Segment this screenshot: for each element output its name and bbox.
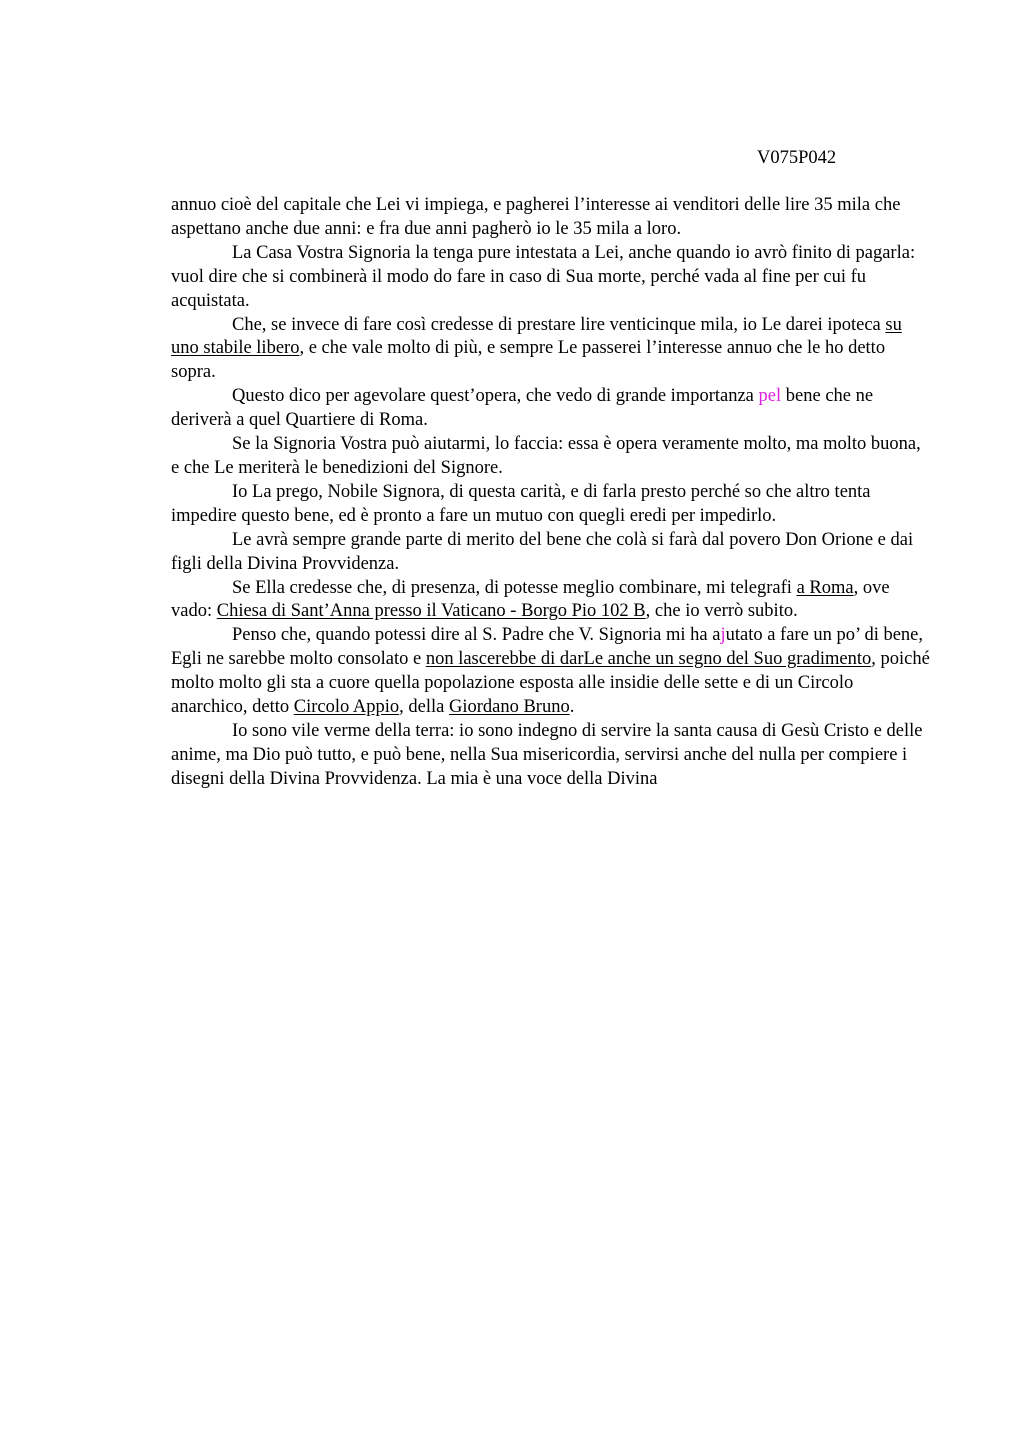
text-run: , della	[399, 697, 449, 718]
paragraph	[171, 624, 933, 720]
text-run: .	[569, 697, 575, 718]
highlighted-text: pel	[758, 386, 782, 407]
text-run: , che io verrò subito.	[645, 601, 798, 622]
paragraph	[171, 314, 933, 386]
underlined-text: Chiesa di Sant’Anna presso il Vaticano - Borgo Pio 102 B	[216, 601, 646, 622]
paragraph: annuo cioè del capitale che Lei vi impiega, e pagherei l’interesse ai venditori delle lire 35 mila che aspettano anche due anni: e fra due anni pagherò io le 35 mila a loro.	[171, 195, 901, 239]
underlined-text: non lascerebbe di darLe anche un segno del Suo gradimento	[425, 649, 872, 670]
text-run: Questo dico per agevolare quest’opera, che vedo di grande importanza	[232, 386, 759, 407]
text-run: Penso che, quando potessi dire al S. Padre che V. Signoria mi ha a	[232, 625, 721, 646]
text-run: , ove vado:	[171, 577, 890, 622]
paragraph: Io sono vile verme della terra: io sono indegno di servire la santa causa di Gesù Cristo e delle anime, ma Dio può tutto, e può bene, nella Sua misericordia, servirsi anche del nulla per compiere i disegni della Divina Provvidenza. La mia è una voce della Divina	[171, 720, 923, 789]
paragraph: La Casa Vostra Signoria la tenga pure intestata a Lei, anche quando io avrò finito di pagarla: vuol dire che si combinerà il modo do fare in caso di Sua morte, perché vada al fine per cui fu acquistata.	[171, 242, 916, 311]
text-run: utato a fare un po’ di bene, Egli ne sarebbe molto consolato e	[171, 625, 924, 670]
letter-body	[171, 194, 933, 792]
underlined-text: Circolo Appio	[293, 697, 400, 718]
page-reference: V075P042	[757, 148, 837, 168]
underlined-text: a Roma	[796, 577, 854, 598]
paragraph: Se la Signoria Vostra può aiutarmi, lo faccia: essa è opera veramente molto, ma molto buona, e che Le meriterà le benedizioni del Signore.	[171, 434, 921, 478]
text-run: , e che vale molto di più, e sempre Le passerei l’interesse annuo che le ho detto sopra.	[171, 338, 886, 383]
paragraph	[171, 577, 933, 625]
text-run: , poiché molto molto gli sta a cuore quella popolazione esposta alle insidie delle sette e di un Circolo anarchico, detto	[171, 649, 930, 718]
text-run: bene che ne deriverà a quel Quartiere di Roma.	[171, 386, 874, 431]
underlined-text: Giordano Bruno	[448, 697, 570, 718]
paragraph	[171, 385, 933, 433]
paragraph: Le avrà sempre grande parte di merito del bene che colà si farà dal povero Don Orione e dai figli della Divina Provvidenza.	[171, 529, 914, 574]
text-run: Se Ella credesse che, di presenza, di potesse meglio combinare, mi telegrafi	[232, 577, 797, 598]
highlighted-text: j	[720, 625, 726, 646]
underlined-text: su uno stabile libero	[171, 314, 902, 359]
paragraph: Io La prego, Nobile Signora, di questa carità, e di farla presto perché so che altro tenta impedire questo bene, ed è pronto a fare un mutuo con quegli eredi per impedirlo.	[171, 481, 871, 526]
text-run: Che, se invece di fare così credesse di prestare lire venticinque mila, io Le darei ipoteca	[232, 314, 886, 335]
